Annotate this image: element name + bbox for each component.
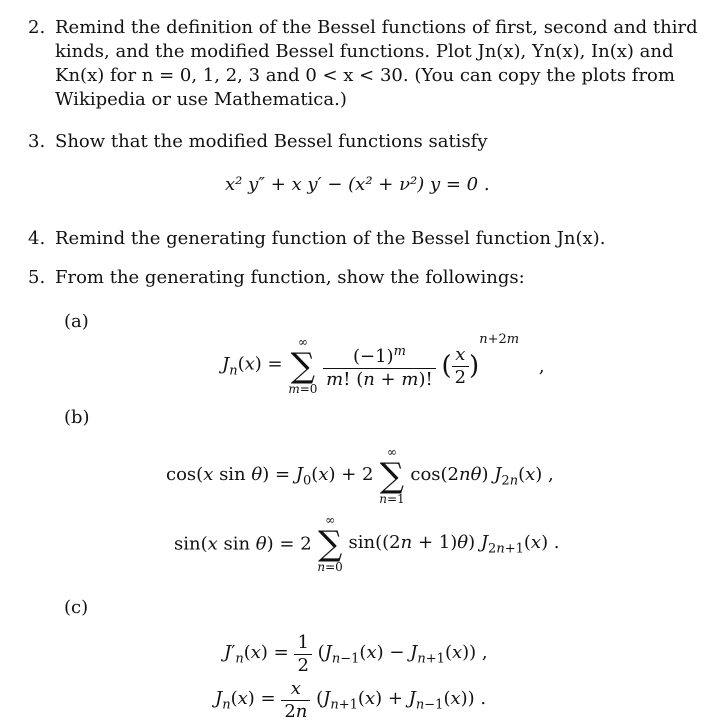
item-2-line-4: Wikipedia or use Mathematica.) — [55, 89, 347, 110]
item-4-line-1: Remind the generating function of the Bessel function Jn(x). — [55, 228, 606, 249]
part-a-label: (a) — [64, 311, 89, 332]
item-2-line-2: kinds, and the modified Bessel functions. Plot Jn(x), Yn(x), In(x) and — [55, 41, 674, 62]
item-4-number: 4. — [28, 228, 46, 249]
equation-c-1: $J'_n(x)$ = $\frac{1}{2}$ $(J_{n-1}(x) - J_{n+1}(x))$ , — [224, 632, 488, 676]
item-3-number: 3. — [28, 131, 46, 152]
equation-b-2: sin(x sin θ) = 2 ∞ ∑ n=0 sin((2n + 1)θ) $J_{2n+1}(x)$ . — [174, 513, 560, 574]
item-3-line-1: Show that the modified Bessel functions satisfy — [55, 131, 488, 152]
item-2-line-3: Kn(x) for n = 0, 1, 2, 3 and 0 < x < 30. (You can copy the plots from — [55, 65, 675, 86]
item-2-number: 2. — [28, 17, 46, 38]
item-5-line-1: From the generating function, show the followings: — [55, 267, 525, 288]
part-b-label: (b) — [64, 407, 90, 428]
item-3-equation: x² y″ + x y′ − (x² + ν²) y = 0 . — [225, 174, 490, 195]
item-5-number: 5. — [28, 267, 46, 288]
equation-b-1: cos(x $\sin \theta) = J_0(x) + 2$ ∞ ∑ n=1 cos(2nθ) $J_{2n}(x)$ , — [166, 445, 554, 506]
part-c-label: (c) — [64, 597, 89, 618]
equation-a: $J_n(x)$ = ∞ ∑ m=0 $\frac{(-1)^m}{m! (n + m)!}$ ( $\frac{x}{2}$ )$^{n+2m}$ , — [222, 332, 545, 396]
item-2-line-1: Remind the definition of the Bessel functions of first, second and third — [55, 17, 698, 38]
equation-c-2: $J_n(x)$ = $\frac{x}{2n}$ $(J_{n+1}(x) + J_{n-1}(x))$ . — [215, 678, 487, 722]
